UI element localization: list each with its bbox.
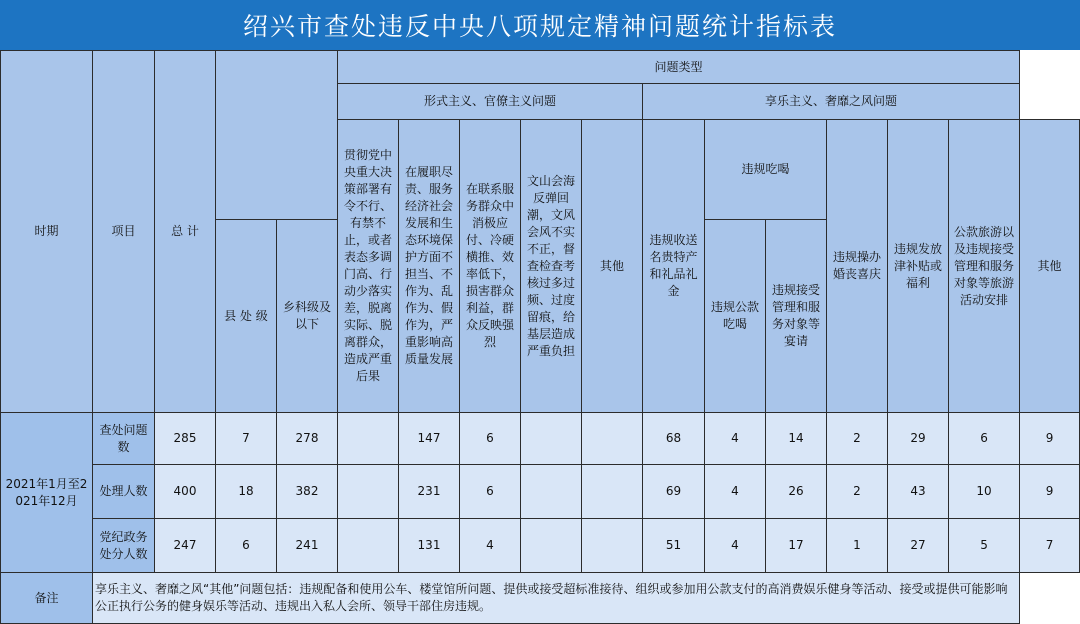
header-formalism-4: 文山会海反弹回潮，文风会风不实不正，督查检查考核过多过频、过度留痕，给基层造成严重负担	[521, 120, 582, 413]
header-formalism-group: 形式主义、官僚主义问题	[338, 84, 643, 120]
cell-h6: 7	[1020, 519, 1080, 573]
cell-h6: 9	[1020, 465, 1080, 519]
header-hedonism-eating: 违规吃喝	[705, 120, 827, 220]
header-problem-type: 问题类型	[338, 51, 1020, 84]
cell-township: 278	[277, 413, 338, 465]
cell-f2: 131	[399, 519, 460, 573]
header-item: 项目	[93, 51, 155, 413]
cell-county: 6	[216, 519, 277, 573]
cell-h2b: 26	[766, 465, 827, 519]
cell-h2a: 4	[705, 413, 766, 465]
cell-h5: 6	[949, 413, 1020, 465]
cell-f1	[338, 465, 399, 519]
header-hedonism-other: 其他	[1020, 120, 1080, 413]
header-formalism-3: 在联系服务群众中消极应付、冷硬横推、效率低下，损害群众利益，群众反映强烈	[460, 120, 521, 413]
cell-total: 400	[155, 465, 216, 519]
header-hedonism-travel: 公款旅游以及违规接受管理和服务对象等旅游活动安排	[949, 120, 1020, 413]
cell-h5: 10	[949, 465, 1020, 519]
cell-f2: 147	[399, 413, 460, 465]
page-title: 绍兴市查处违反中央八项规定精神问题统计指标表	[242, 12, 837, 41]
cell-f5	[582, 519, 643, 573]
header-total: 总 计	[155, 51, 216, 413]
statistics-table	[0, 50, 1080, 624]
cell-h2a: 4	[705, 465, 766, 519]
cell-f3: 4	[460, 519, 521, 573]
cell-h1: 68	[643, 413, 705, 465]
cell-h2a: 4	[705, 519, 766, 573]
cell-h1: 51	[643, 519, 705, 573]
cell-h4: 27	[888, 519, 949, 573]
header-formalism-1: 贯彻党中央重大决策部署有令不行、有禁不止，或者表态多调门高、行动少落实差，脱离实际、脱离群众，造成严重后果	[338, 120, 399, 413]
cell-f1	[338, 519, 399, 573]
cell-h2b: 17	[766, 519, 827, 573]
header-hedonism-banquets: 违规接受管理和服务对象等宴请	[766, 220, 827, 413]
row-label-problems: 查处问题数	[93, 413, 155, 465]
cell-total: 247	[155, 519, 216, 573]
cell-h5: 5	[949, 519, 1020, 573]
cell-h6: 9	[1020, 413, 1080, 465]
cell-h1: 69	[643, 465, 705, 519]
cell-township: 382	[277, 465, 338, 519]
row-label-people: 处理人数	[93, 465, 155, 519]
header-blank	[216, 51, 338, 220]
header-township: 乡科级及以下	[277, 220, 338, 413]
title-bar	[0, 0, 1080, 50]
header-hedonism-group: 享乐主义、奢靡之风问题	[643, 84, 1020, 120]
cell-county: 7	[216, 413, 277, 465]
period-cell: 2021年1月至2021年12月	[1, 413, 93, 573]
cell-f1	[338, 413, 399, 465]
row-label-punished: 党纪政务处分人数	[93, 519, 155, 573]
cell-f5	[582, 465, 643, 519]
header-hedonism-public-eating: 违规公款吃喝	[705, 220, 766, 413]
header-formalism-2: 在履职尽责、服务经济社会发展和生态环境保护方面不担当、不作为、乱作为、假作为，严重影响高质量发展	[399, 120, 460, 413]
header-formalism-other: 其他	[582, 120, 643, 413]
header-period: 时期	[1, 51, 93, 413]
header-hedonism-weddings: 违规操办婚丧喜庆	[827, 120, 888, 413]
note-text: 享乐主义、奢靡之风“其他”问题包括：违规配备和使用公车、楼堂馆所问题、提供或接受超标准接待、组织或参加用公款支付的高消费娱乐健身等活动、接受或提供可能影响公正执行公务的健身娱乐等活动、违规出入私人会所、领导干部住房违规。	[93, 573, 1020, 624]
cell-f3: 6	[460, 413, 521, 465]
cell-f5	[582, 413, 643, 465]
cell-h4: 29	[888, 413, 949, 465]
cell-f2: 231	[399, 465, 460, 519]
cell-h4: 43	[888, 465, 949, 519]
cell-h3: 2	[827, 465, 888, 519]
cell-f4	[521, 413, 582, 465]
cell-f3: 6	[460, 465, 521, 519]
cell-h3: 1	[827, 519, 888, 573]
header-hedonism-allowance: 违规发放津补贴或福利	[888, 120, 949, 413]
cell-f4	[521, 465, 582, 519]
cell-h2b: 14	[766, 413, 827, 465]
cell-total: 285	[155, 413, 216, 465]
cell-county: 18	[216, 465, 277, 519]
header-hedonism-gifts: 违规收送名贵特产和礼品礼金	[643, 120, 705, 413]
cell-township: 241	[277, 519, 338, 573]
cell-f4	[521, 519, 582, 573]
note-label: 备注	[1, 573, 93, 624]
cell-h3: 2	[827, 413, 888, 465]
header-county: 县 处 级	[216, 220, 277, 413]
